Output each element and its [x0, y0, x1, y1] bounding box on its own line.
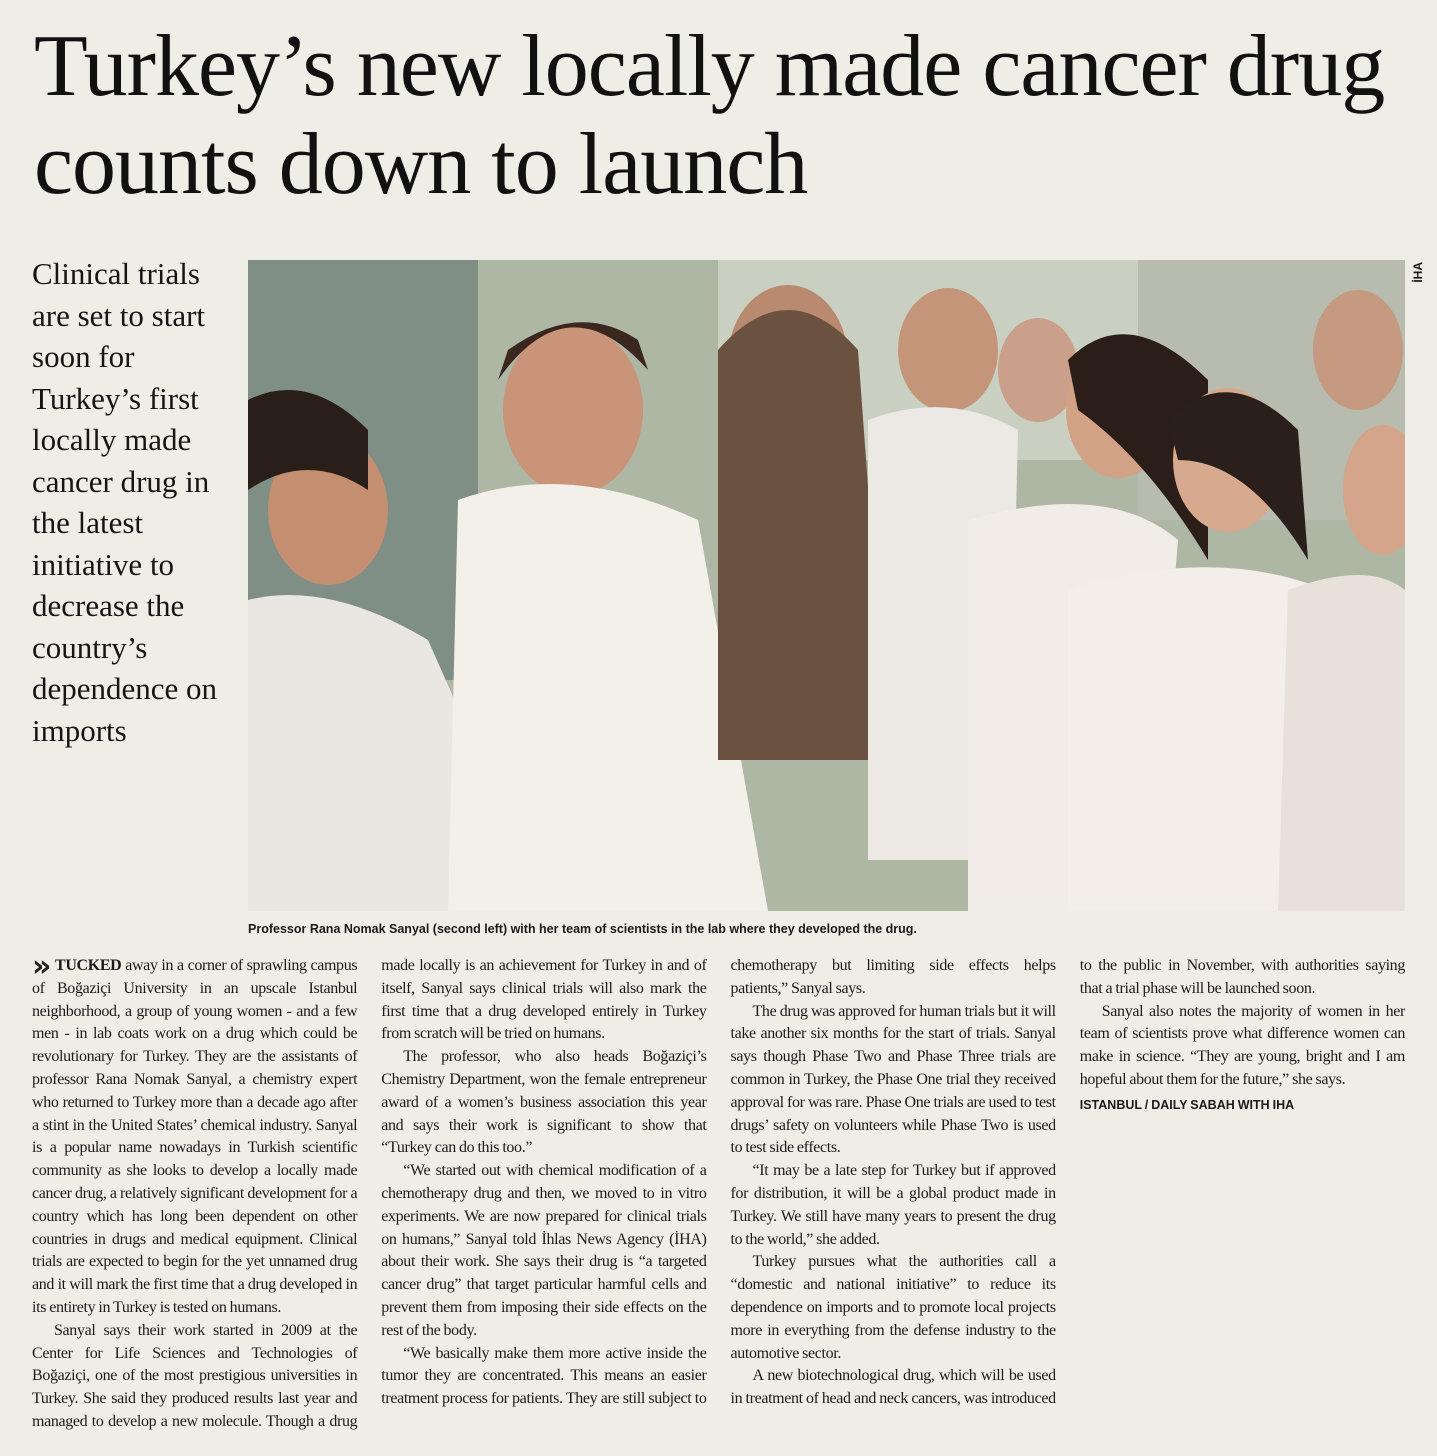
- photo-caption: Professor Rana Nomak Sanyal (second left) with her team of scientists in the lab where they developed the drug.: [248, 922, 917, 936]
- article-paragraph: “It may be a late step for Turkey but if approved for distribution, it will be a global product made in Turkey. We still have many years to present the drug to the world,” she added.: [730, 1162, 1056, 1248]
- article-body: [32, 949, 1405, 1445]
- double-chevron-icon: »: [32, 949, 52, 984]
- article-paragraph: “We started out with chemical modification of a chemotherapy drug and then, we moved to in vitro experiments. We are now prepared for clinical trials on humans,” Sanyal told İhlas News Agency (İHA) about their work. She says their drug is “a targeted cancer drug” that target particular harmful cells and prevent them from imposing their side effects on the rest of the body.: [381, 1162, 707, 1339]
- lab-team-photo: [248, 260, 1405, 911]
- article-paragraph: The drug was approved for human trials but it will take another six months for the start of trials. Sanyal says though Phase Two and Phase Three trials are common in Turkey, the Phase One trial they received approval for was rare. Phase One trials are used to test drugs’ safety on volunteers while Phase Two is used to test side effects.: [730, 1002, 1056, 1157]
- article-paragraph: Sanyal says their work started in 2009 at the Center for Life Sciences and Technologies of Boğaziçi, one of the most prestigious universities in Turkey. She said they produced results last year and managed to develop a new molecule. Though a drug made locally is an achievement for Turkey in and of itself, Sanyal says clinical trials will also mark the first time that a drug developed entirely in Turkey from scratch will be tried on humans.: [32, 957, 707, 1430]
- headline: Turkey’s new locally made cancer drug counts down to launch: [34, 18, 1385, 213]
- photo-illustration: [248, 260, 1405, 911]
- deck-summary: Clinical trials are set to start soon for Turkey’s first locally made cancer drug in the latest initiative to decrease the country’s dependence on imports: [32, 256, 218, 748]
- article-paragraph: “We basically make them more active inside the tumor they are concentrated. This means an easier treatment process for patients. They are still subject to chemotherapy but limiting side effects helps patients,” Sanyal says.: [381, 957, 1056, 1408]
- article-paragraph: A new biotechnological drug, which will be used in treatment of head and neck cancers, was introduced to the public in November, with authorities saying that a trial phase will be launched soon.: [730, 957, 1405, 1408]
- lead-in: TUCKED: [55, 957, 122, 974]
- article-paragraph: » TUCKED away in a corner of sprawling campus of Boğaziçi University in an upscale Istanbul neighborhood, a group of young women - and a few men - in lab coats work on a drug which could be revolutionary for Turkey. They are the assistants of professor Rana Nomak Sanyal, a chemistry expert who returned to Turkey more than a decade ago after a stint in the United States’ chemical industry. Sanyal is a popular name nowadays in Turkish scientific community as she looks to develop a locally made cancer drug, a relatively significant development for a country which has long been dependent on other countries in drugs and medical equipment. Clinical trials are expected to begin for the yet unnamed drug and it will mark the first time that a drug developed in its entirety in Turkey is tested on humans.: [32, 949, 358, 1316]
- photo-credit: İHA: [1411, 262, 1425, 283]
- byline: ISTANBUL / DAILY SABAH WITH IHA: [1079, 1097, 1295, 1112]
- article-paragraph: Sanyal also notes the majority of women in her team of scientists prove what difference women can make in science. “They are young, bright and I am hopeful about them for the future,” she says.: [1079, 1002, 1405, 1088]
- article-paragraph: Turkey pursues what the authorities call a “domestic and national initiative” to reduce its dependence on imports and to promote local projects more in everything from the defense industry to the automotive sector.: [730, 1253, 1056, 1362]
- article-paragraph: The professor, who also heads Boğaziçi’s Chemistry Department, won the female entrepreneur award of a women’s business association this year and says their work is significant to show that “Turkey can do this too.”: [381, 1048, 707, 1157]
